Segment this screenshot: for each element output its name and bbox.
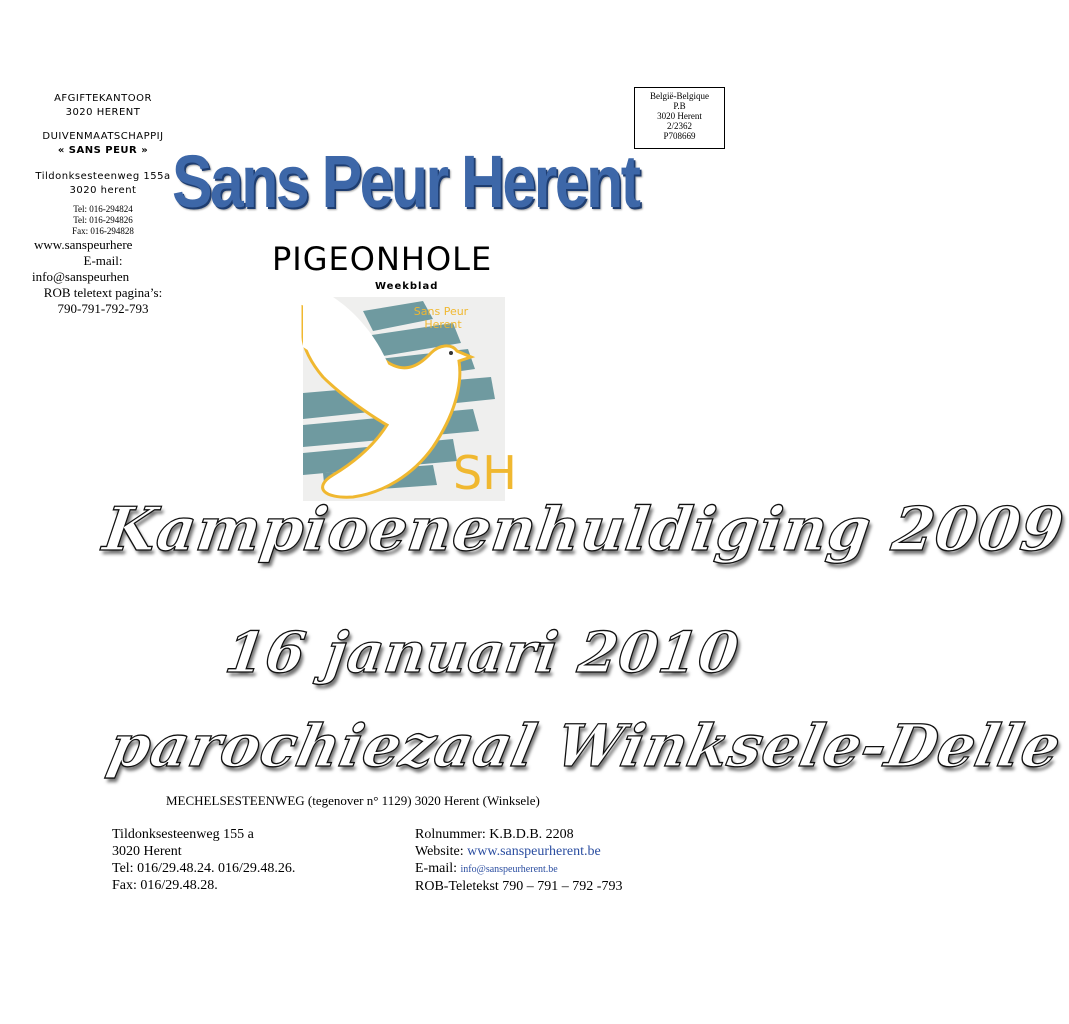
city-address: 3020 herent — [69, 185, 137, 196]
footer-city: 3020 Herent — [112, 844, 182, 859]
footer-rolnummer: Rolnummer: K.B.D.B. 2208 — [415, 827, 574, 842]
email-link[interactable]: info@sanspeurhen — [32, 269, 130, 284]
event-title: Kampioenenhuldiging 2009 — [99, 495, 1069, 565]
logo-text-1: Sans Peur — [413, 305, 469, 318]
rob-label: ROB teletext pagina’s: — [43, 285, 163, 300]
office-city: 3020 HERENT — [65, 107, 141, 118]
page-title: Sans Peur Herent — [172, 140, 639, 223]
venue-address: MECHELSESTEENWEG (tegenover n° 1129) 3020 Herent (Winksele) — [166, 793, 540, 808]
footer-email-link[interactable]: info@sanspeurherent.be — [460, 864, 558, 875]
email-label: E-mail: — [83, 253, 123, 268]
rob-pages: 790-791-792-793 — [57, 301, 149, 316]
footer-rob: ROB-Teletekst 790 – 791 – 792 -793 — [415, 879, 623, 894]
dove-eye — [449, 351, 453, 355]
footer-email-row — [415, 860, 622, 878]
footer-fax: Fax: 016/29.48.28. — [112, 878, 218, 893]
stamp-line-1: België-Belgique — [650, 91, 709, 101]
stamp-line-5: P708669 — [663, 131, 696, 141]
footer-website-link[interactable]: www.sanspeurherent.be — [467, 844, 601, 859]
footer-street: Tildonksesteenweg 155 a — [112, 827, 254, 842]
logo-initials: SH — [453, 446, 517, 500]
postage-stamp-box — [634, 87, 725, 149]
sender-info-block — [28, 92, 178, 317]
stamp-line-4: 2/2362 — [666, 121, 692, 131]
newsletter-name: PIGEONHOLE — [272, 240, 493, 278]
stamp-line-3: 3020 Herent — [657, 111, 702, 121]
society-name: « SANS PEUR » — [57, 145, 149, 156]
website-link[interactable]: www.sanspeurhere — [34, 237, 133, 252]
logo-text-2: Herent — [424, 318, 462, 331]
dove-logo-icon — [303, 297, 517, 501]
tel-2: Tel: 016-294826 — [73, 215, 133, 225]
tagline: Weekblad — [375, 281, 439, 292]
tel-1: Tel: 016-294824 — [73, 204, 133, 214]
street-address: Tildonksesteenweg 155a — [35, 171, 171, 182]
office-label: AFGIFTEKANTOOR — [54, 93, 152, 104]
footer-contact-right — [415, 826, 622, 895]
footer-website-row — [415, 843, 622, 860]
society-label: DUIVENMAATSCHAPPIJ — [42, 131, 164, 142]
fax: Fax: 016-294828 — [72, 226, 134, 236]
footer-contact-left — [112, 826, 295, 894]
footer-website-label: Website: — [415, 844, 464, 859]
event-date: 16 januari 2010 — [221, 620, 744, 686]
event-venue: parochiezaal Winksele-Delle — [102, 712, 1068, 780]
footer-tel: Tel: 016/29.48.24. 016/29.48.26. — [112, 861, 296, 876]
footer-email-label: E-mail: — [415, 861, 457, 876]
stamp-line-2: P.B — [673, 101, 686, 111]
